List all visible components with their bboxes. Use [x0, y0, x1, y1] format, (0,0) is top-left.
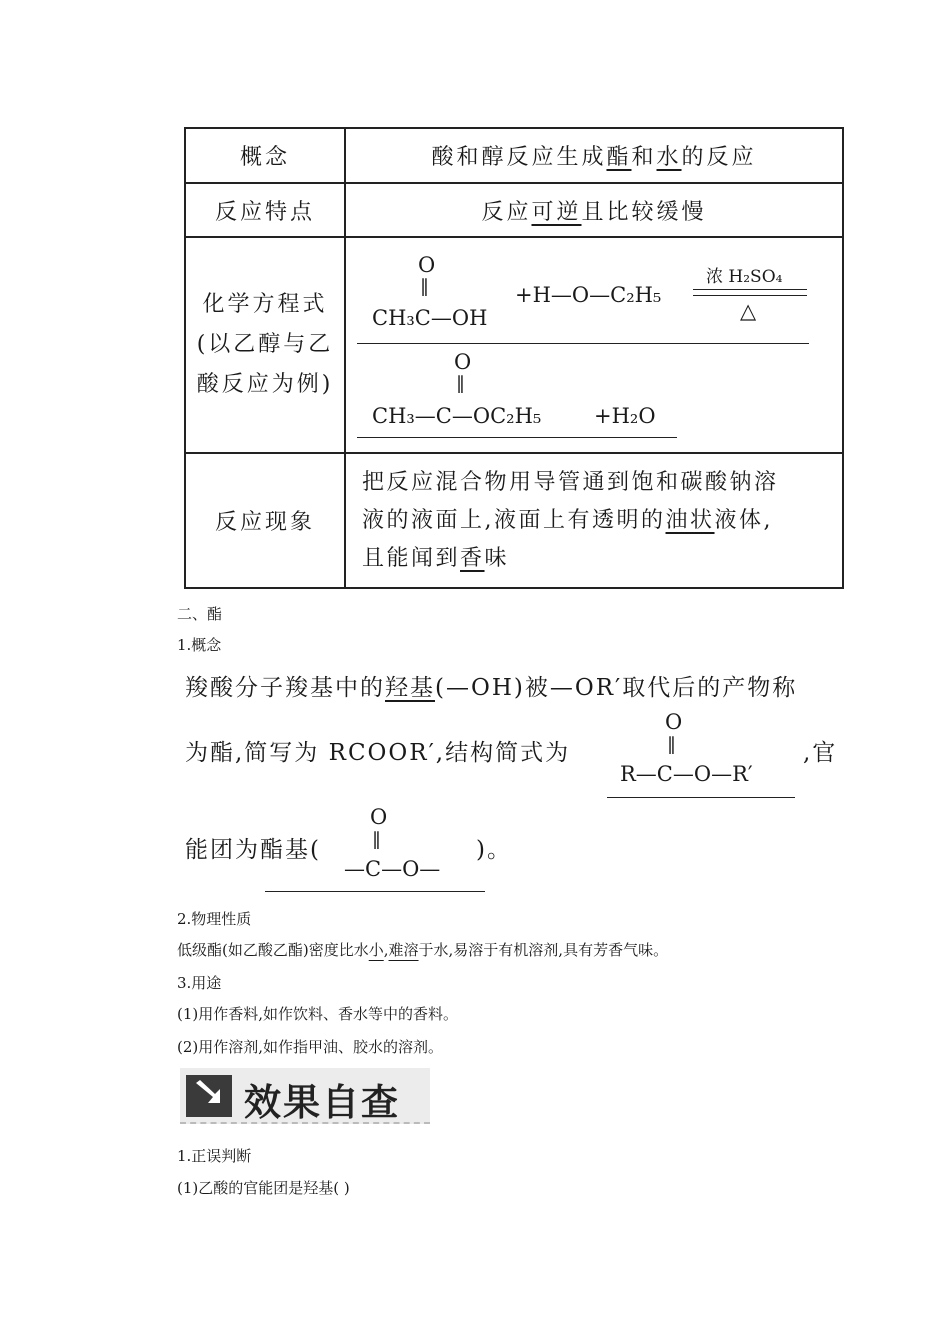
ester-skeleton: R—C—O—R′: [620, 762, 753, 786]
heat-symbol: △: [740, 299, 757, 323]
ester-double-bond: ‖: [667, 734, 676, 755]
concept-subtitle: 1.概念: [177, 636, 222, 654]
concept-line-3-end: )。: [476, 837, 512, 863]
phenomenon-label: 反应现象: [185, 453, 345, 588]
self-check-badge: [180, 1068, 430, 1124]
uses-item-1: (1)用作香料,如作饮料、香水等中的香料。: [177, 1005, 459, 1023]
check-question-1: (1)乙酸的官能团是羟基( ): [177, 1179, 350, 1197]
ethanol-formula: +H—O—C₂H₅: [515, 283, 662, 307]
check-title: 1.正误判断: [177, 1147, 252, 1165]
product-carbonyl-o: O: [454, 350, 472, 374]
uses-title: 3.用途: [177, 974, 222, 992]
props-title: 2.物理性质: [177, 910, 252, 928]
self-check-title: 效果自查: [244, 1081, 400, 1124]
concept-content: 酸和醇反应生成酯和水的反应: [345, 128, 843, 183]
feature-label: 反应特点: [185, 183, 345, 237]
reactant-carbonyl-o: O: [418, 253, 436, 277]
ester-carbonyl-o: O: [665, 710, 683, 734]
group-carbonyl-o: O: [370, 805, 388, 829]
props-line: 低级酯(如乙酸乙酯)密度比水小,难溶于水,易溶于有机溶剂,具有芳香气味。: [177, 941, 669, 959]
group-double-bond: ‖: [372, 829, 381, 850]
water-formula: +H₂O: [594, 404, 656, 428]
ester-info-table: [184, 127, 844, 589]
ethyl-acetate-formula: CH₃—C—OC₂H₅: [372, 404, 542, 428]
concept-line-2-end: ,官: [803, 740, 838, 766]
catalyst-label: 浓 H₂SO₄: [706, 267, 783, 287]
equation-label: 化学方程式 (以乙醇与乙 酸反应为例): [185, 237, 345, 453]
feature-content: 反应可逆且比较缓慢: [345, 183, 843, 237]
section-ester-title: 二、酯: [177, 605, 223, 623]
acetic-acid-formula: CH₃C—OH: [372, 306, 488, 330]
reactant-double-bond: ‖: [420, 276, 429, 297]
phenomenon-content: 把反应混合物用导管通到饱和碳酸钠溶 液的液面上,液面上有透明的油状液体, 且能闻到香味: [345, 453, 843, 588]
group-skeleton: —C—O—: [344, 857, 441, 881]
concept-line-1: 羧酸分子羧基中的羟基(—OH)被—OR′取代后的产物称: [185, 675, 798, 701]
arrow-icon: [186, 1075, 232, 1117]
uses-item-2: (2)用作溶剂,如作指甲油、胶水的溶剂。: [177, 1038, 444, 1056]
concept-line-3: 能团为酯基(: [185, 837, 321, 863]
product-double-bond: ‖: [456, 373, 465, 394]
concept-line-2: 为酯,简写为 RCOOR′,结构简式为: [185, 740, 571, 766]
concept-label: 概念: [185, 128, 345, 183]
